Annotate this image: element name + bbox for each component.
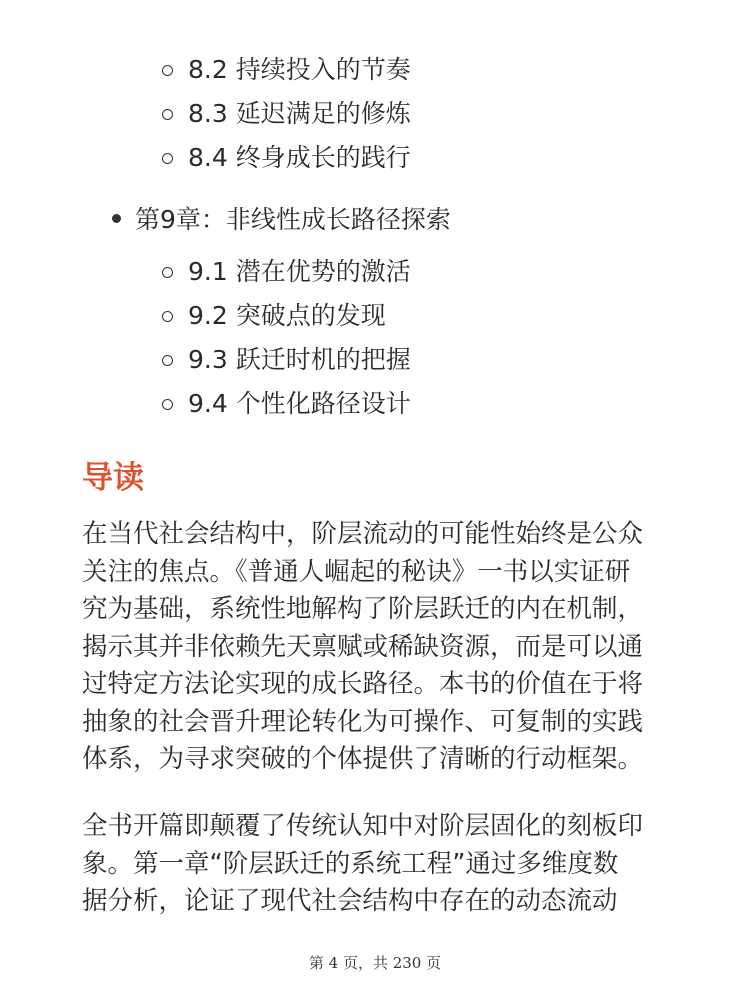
list-item bbox=[162, 382, 411, 426]
intro-paragraph-1 bbox=[82, 516, 672, 779]
circle-bullet-icon bbox=[162, 267, 173, 278]
list-item bbox=[162, 92, 411, 136]
paragraph-line: 揭示其并非依赖先天禀赋或稀缺资源，而是可以通 bbox=[82, 631, 644, 662]
circle-bullet-icon bbox=[162, 109, 173, 120]
chapter-9-item bbox=[112, 196, 451, 240]
chapter-9-sub-list bbox=[162, 250, 411, 426]
paragraph-line: 过特定方法论实现的成长路径。本书的价值在于将 bbox=[82, 669, 644, 699]
paragraph-line: 体系，为寻求突破的个体提供了清晰的行动框架。 bbox=[82, 744, 644, 774]
list-item bbox=[162, 48, 411, 92]
paragraph-line: 关注的焦点。《普通人崛起的秘诀》一书以实证研 bbox=[82, 556, 631, 587]
paragraph-line: 象。第一章“阶层跃迁的系统工程”通过多维度数 bbox=[82, 848, 619, 879]
circle-bullet-icon bbox=[162, 355, 173, 366]
section-heading-intro: 导读 bbox=[82, 460, 144, 496]
section-number: 9.2 bbox=[188, 301, 228, 330]
section-title: 跃迁时机的把握 bbox=[235, 345, 411, 374]
paragraph-line: 全书开篇即颠覆了传统认知中对阶层固化的刻板印 bbox=[82, 811, 644, 841]
intro-paragraph-2 bbox=[82, 808, 672, 921]
page-number-footer: 第 4 页，共 230 页 bbox=[308, 954, 442, 972]
section-title: 持续投入的节奏 bbox=[235, 55, 411, 84]
section-number: 8.2 bbox=[188, 55, 228, 84]
paragraph-line: 抽象的社会晋升理论转化为可操作、可复制的实践 bbox=[82, 706, 644, 737]
list-item bbox=[162, 250, 411, 294]
section-number: 9.4 bbox=[188, 389, 228, 418]
section-title: 突破点的发现 bbox=[235, 301, 386, 330]
section-title: 潜在优势的激活 bbox=[235, 257, 411, 286]
section-number: 9.1 bbox=[188, 257, 228, 286]
section-title: 个性化路径设计 bbox=[235, 389, 411, 418]
section-title: 延迟满足的修炼 bbox=[235, 99, 411, 128]
list-item bbox=[162, 338, 411, 382]
chapter-title: 第9章：非线性成长路径探索 bbox=[135, 205, 451, 234]
chapter-8-sub-list bbox=[162, 48, 411, 180]
paragraph-line: 在当代社会结构中，阶层流动的可能性始终是公众 bbox=[82, 519, 644, 549]
circle-bullet-icon bbox=[162, 153, 173, 164]
list-item bbox=[162, 294, 411, 338]
section-number: 9.3 bbox=[188, 345, 228, 374]
list-item bbox=[162, 136, 411, 180]
paragraph-line: 据分析，论证了现代社会结构中存在的动态流动 bbox=[82, 886, 618, 916]
disc-bullet-icon bbox=[112, 214, 121, 223]
circle-bullet-icon bbox=[162, 65, 173, 76]
section-number: 8.3 bbox=[188, 99, 228, 128]
paragraph-line: 究为基础，系统性地解构了阶层跃迁的内在机制， bbox=[82, 594, 644, 624]
section-number: 8.4 bbox=[188, 143, 228, 172]
circle-bullet-icon bbox=[162, 311, 173, 322]
circle-bullet-icon bbox=[162, 399, 173, 410]
section-title: 终身成长的践行 bbox=[235, 143, 411, 172]
